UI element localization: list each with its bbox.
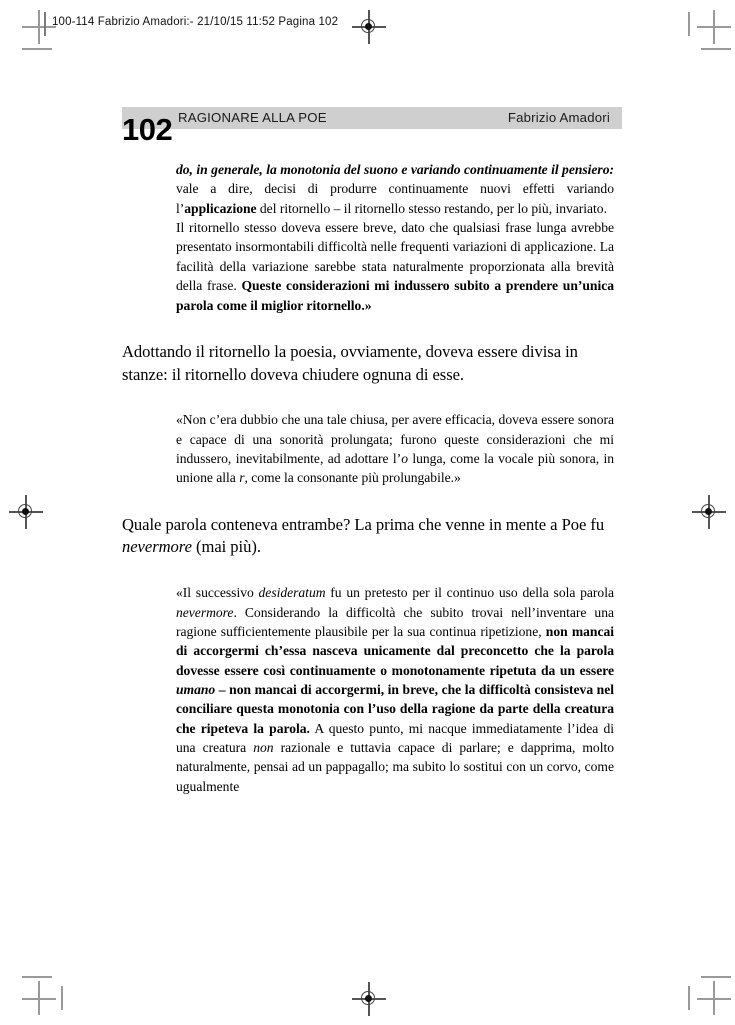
quote-3-bold-run-2: – non mancai di accorgermi, in breve, che la difficoltà consisteva nel conciliare questa monotonia con l’uso della ragione da parte della creatura che ripeteva la parola.: [176, 681, 614, 736]
quote-2-run-2: lunga, come la vocale più sonora, in unione alla: [176, 451, 615, 486]
body-2-italic-nevermore: nevermore: [122, 537, 192, 557]
spacer-3: [122, 488, 614, 514]
body-paragraph-1: Adottando il ritornello la poesia, ovviamente, doveva essere divisa in stanze: il ritornello doveva chiudere ognuna di esse.: [122, 341, 578, 384]
quote-3-run-1: «Il successivo: [176, 585, 259, 601]
block-quote-2: [122, 410, 614, 487]
spacer-2: [122, 386, 614, 410]
quote-3-run-5: razionale e tuttavia capace di parlare; e dapprima, molto naturalmente, pensai ad un pappagallo; ma subito lo sostitui con un corvo, come ugualmente: [176, 740, 614, 794]
quote-1-run-3: Il ritornello stesso doveva essere breve, dato che qualsiasi frase lunga avrebbe presentato insormontabili difficoltà nelle frequenti variazioni di applicazione. La facilità della variazione sarebbe stata naturalmente proporzionata alla brevità della frase.: [176, 220, 614, 294]
quote-1-run-2: del ritornello – il ritornello stesso restando, per lo più, invariato.: [256, 200, 607, 216]
body-2-run-1: Quale parola conteneva entrambe? La prima che venne in mente a Poe fu: [122, 514, 605, 534]
quote-1-run-1: vale a dire, decisi di produrre continuamente nuovi effetti variando l’: [176, 181, 614, 216]
quote-2-italic-r: r: [239, 470, 245, 486]
quote-2-run-1: «Non c’era dubbio che una tale chiusa, per avere efficacia, doveva essere sonora e capace di una sonorità prolungata; furono queste considerazioni che mi indussero, inevitabilmente, ad adottare l’: [176, 412, 614, 467]
block-quote-3: [122, 583, 614, 796]
quote-3-bold-italic-umano: umano: [176, 681, 216, 697]
quote-3-italic-nevermore: nevermore: [176, 604, 234, 620]
quote-3-bold-run-1: non mancai di accorgermi ch’essa nasceva unicamente dal preconcetto che la parola dovesse essere così continuamente o monotonamente ripetuta da un essere: [176, 623, 615, 678]
block-quote-1-continued: [122, 218, 614, 315]
quote-3-italic-desideratum: desideratum: [258, 585, 326, 601]
quote-2-italic-o: o: [401, 451, 408, 467]
quote-3-run-2: fu un pretesto per il continuo uso della sola parola: [325, 585, 614, 601]
page-folio-number: 102: [122, 112, 173, 147]
quote-2-run-3: , come la consonante più prolungabile.»: [244, 470, 461, 486]
body-paragraph-2: [122, 514, 614, 559]
quote-1-bold-applicazione: applicazione: [184, 200, 257, 216]
block-quote-1: [122, 160, 614, 218]
text-block: [122, 160, 614, 796]
spacer-1: [122, 315, 614, 341]
spacer-4: [122, 559, 614, 583]
quote-3-run-4: A questo punto, mi nacque immediatamente l’idea di una creatura: [176, 720, 614, 756]
quote-3-run-3: . Considerando la difficoltà che subito trovai nell’inventare una ragione sufficientemente plausibile per la sua continua ripetizione,: [176, 604, 614, 639]
quote-1-bold-closing: Queste considerazioni mi indussero subito a prendere un’unica parola come il miglior ritornello.»: [176, 278, 614, 313]
quote-1-emphasis-lead: do, in generale, la monotonia del suono e variando continuamente il pensiero:: [176, 162, 614, 177]
body-2-run-2: (mai più).: [191, 537, 261, 557]
running-head-title: RAGIONARE ALLA POE: [178, 110, 327, 126]
job-slug-text: 100-114 Fabrizio Amadori:- 21/10/15 11:52 Pagina 102: [52, 16, 339, 28]
running-head-bar: [122, 107, 622, 129]
quote-3-italic-non: non: [253, 740, 274, 756]
running-head-author: Fabrizio Amadori: [507, 110, 610, 126]
